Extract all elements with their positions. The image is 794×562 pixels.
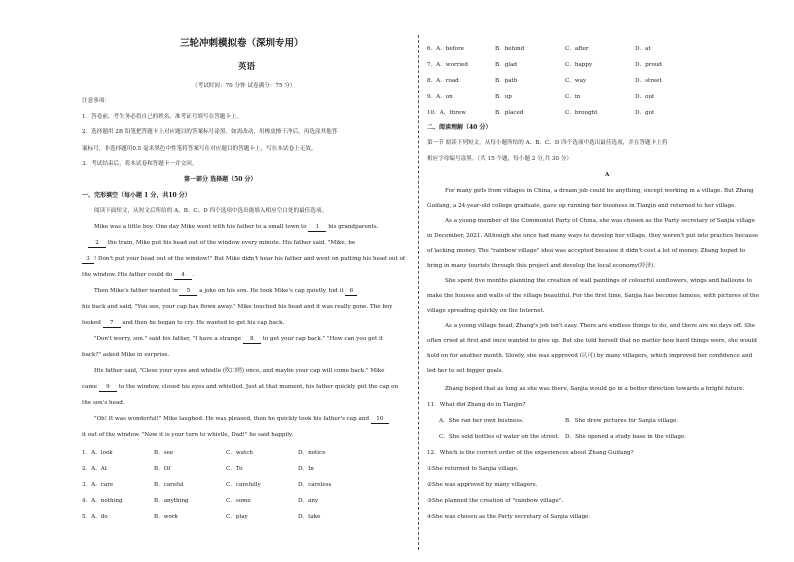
right-column xyxy=(425,0,790,562)
cloze-heading: 一、完形填空（每小题 1 分，共10 分） xyxy=(82,192,191,199)
option[interactable]: C．To xyxy=(226,466,243,472)
blank-10[interactable]: 10 xyxy=(371,416,389,424)
q12-item: ④She was chosen as the Party secretary of Sanjia village. xyxy=(427,514,591,520)
blank-9[interactable]: 9 xyxy=(99,384,117,392)
option[interactable]: 3．A．care xyxy=(82,482,114,488)
option[interactable]: B．anything xyxy=(154,498,189,504)
option[interactable]: C．in xyxy=(565,94,581,100)
exam-info: （考试时间：70 分钟 试卷满分：75 分） xyxy=(192,83,296,89)
blank-8[interactable]: 8 xyxy=(243,336,261,344)
reading-line: in December, 2021. Although she once had many ways to develop her village, they weren't put into practice because xyxy=(427,233,759,239)
question-11: 11．What did Zhang do in Tianjin? xyxy=(427,402,526,408)
option[interactable]: B．path xyxy=(495,78,518,84)
question-12: 12．Which is the correct order of the experiences about Zhang Guifang? xyxy=(427,450,634,456)
option[interactable]: 4．A．nothing xyxy=(82,498,123,504)
option[interactable]: 10．A．threw xyxy=(427,110,466,116)
option[interactable]: D．proud xyxy=(635,62,662,68)
option[interactable]: C．watch xyxy=(226,450,253,456)
exam-title: 三轮冲刺模拟卷（深圳专用） xyxy=(180,38,304,49)
passage-line: 3 ! Don't put your head out of the window!" But Mike didn't hear his father and went on putting his head out of xyxy=(82,256,405,264)
reading-line: often cried at first and once wanted to give up. But she told herself that no matter how hard things were, she would xyxy=(427,338,757,344)
left-column xyxy=(82,0,412,562)
option[interactable]: B．glad xyxy=(495,62,517,68)
note-2-cont: 案标号，非选择题用0.5 毫米黑色中性笔将答案写在对应题目的答题卡上，写在本试卷上无效。 xyxy=(82,146,317,152)
reading-line: of lacking money. The "rainbow village" idea was accepted because it didn't cost a lot of money. Zhang hoped to xyxy=(427,248,746,254)
reading-line: Zhang hoped that as long as she was there, Sanjia would go in a better direction towards a bright future. xyxy=(445,386,745,392)
passage-label: A xyxy=(605,172,610,178)
option[interactable]: B．Of xyxy=(154,466,171,472)
subject-title: 英语 xyxy=(238,62,256,72)
reading-line: hold on for another month. Slowly, she was approved (认可) by many villagers, which improved her confidence and xyxy=(427,353,753,359)
option[interactable]: C．carefully xyxy=(226,482,261,488)
option[interactable]: 8．A．road xyxy=(427,78,459,84)
cloze-instruction: 阅读下面短文，从短文后所给的 A、B、C、D 四个选项中选出能填入相应空白处的最佳选项。 xyxy=(94,208,328,214)
passage-line: his back and said, "You see, your cap has flown away." Mike touched his head and it was really gone. The boy xyxy=(82,304,393,310)
q12-item: ③She planned the creation of "rainbow village". xyxy=(427,498,564,504)
reading-line: Guifang, a 24-year-old college graduate, gave up running her business in Tianjin and returned to her village. xyxy=(427,203,737,209)
blank-3[interactable]: 3 xyxy=(82,256,94,264)
q12-item: ①She returned to Sanjia village. xyxy=(427,466,519,472)
note-2: 2．选择题用 2B 铅笔把答题卡上对应题目的答案标号涂黑。如需改动，用橡皮擦干净后，再选涂其他答 xyxy=(82,129,338,135)
blank-7[interactable]: 7 xyxy=(103,320,121,328)
option[interactable]: D．In xyxy=(298,466,314,472)
q11-option-b[interactable]: B．She drew pictures for Sanjia village. xyxy=(565,418,679,424)
option[interactable]: D．street xyxy=(635,78,662,84)
passage-line: looked 7 and then he began to cry. He wanted to get his cap back. xyxy=(82,320,285,326)
option[interactable]: 6．A．before xyxy=(427,46,465,52)
option[interactable]: C．way xyxy=(565,78,587,84)
passage-line: came 9 to the window, closed his eyes and whistled. Just at that moment, his father quickly put the cap on xyxy=(82,384,399,390)
option[interactable]: C．happy xyxy=(565,62,593,68)
reading-line: make the houses and walls of the village beautiful. For the first time, Sanjia has become famous, with pictures of the xyxy=(427,293,759,299)
passage-line: the son's head. xyxy=(82,400,125,406)
q12-item: ②She was approved by many villagers. xyxy=(427,482,538,488)
option[interactable]: B．up xyxy=(495,94,512,100)
passage-line: 2 the train, Mike put his head out of the window every minute. His father said, "Mike, be xyxy=(88,240,355,248)
option[interactable]: D．any xyxy=(298,498,319,504)
option[interactable]: B．see xyxy=(154,450,174,456)
passage-line: "Don't worry, son." said his father, "I have a strange 8 to get your cap back." "How can you get it xyxy=(94,336,384,342)
option[interactable]: 9．A．on xyxy=(427,94,453,100)
option[interactable]: D．got xyxy=(635,110,655,116)
blank-1[interactable]: 1 xyxy=(308,224,326,232)
option[interactable]: 7．A．worried xyxy=(427,62,468,68)
q11-option-d[interactable]: D．She opened a study base in the village. xyxy=(565,434,687,440)
option[interactable]: C．brought xyxy=(565,110,598,116)
column-divider xyxy=(418,35,419,550)
note-3: 3．考试结束后，将本试卷和答题卡一并交回。 xyxy=(82,161,198,167)
option[interactable]: D．notice xyxy=(298,450,326,456)
passage-line: His father said, "Close your eyes and whistle (吹口哨) once, and maybe your cap will come back." Mike xyxy=(94,368,385,374)
reading-instruction-1: 第一节 阅读下列短文，从每小题所给的 A、B、C、D 四个选项中选出最佳选项，并在答题卡上将 xyxy=(427,140,668,146)
passage-line: "Oh! It was wonderful!" Mike laughed. He was pleased, then he quickly took his father's cap and 10 xyxy=(94,416,389,424)
option[interactable]: C．after xyxy=(565,46,589,52)
q11-option-a[interactable]: A．She ran her own business. xyxy=(439,418,524,424)
reading-instruction-2: 相应字母编号涂黑。（共 15 个题，每小题 2 分,共 30 分） xyxy=(427,156,572,162)
passage-line: the window. His father could do 4 . xyxy=(82,272,194,278)
option[interactable]: B．careful xyxy=(154,482,184,488)
notes-heading: 注意事项： xyxy=(82,98,110,104)
reading-line: bring in many tourists through this project and develop the local economy(经济). xyxy=(427,263,656,269)
reading-line: For many girls from villages in China, a dream job could be anything, except working in a village. But Zhang xyxy=(445,188,754,194)
reading-line: village spreading quickly on the Internet. xyxy=(427,308,545,314)
option[interactable]: 1．A．look xyxy=(82,450,113,456)
blank-4[interactable]: 4 xyxy=(174,272,192,280)
reading-line: led her to set bigger goals. xyxy=(427,368,504,374)
note-1: 1．答卷前，考生务必将自己的姓名、准考证号填写在答题卡上。 xyxy=(82,114,243,120)
option[interactable]: C．play xyxy=(226,514,248,520)
passage-line: it out of the window. "Now it is your turn to whistle, Dad!" he said happily. xyxy=(82,432,294,438)
option[interactable]: 2．A．At xyxy=(82,466,107,472)
reading-heading: 二、阅读理解（40 分） xyxy=(427,124,492,131)
option[interactable]: B．work xyxy=(154,514,178,520)
option[interactable]: D．take xyxy=(298,514,321,520)
passage-line: Mike was a little boy. One day Mike went with his father to a small town to 1 his grandparents. xyxy=(94,224,379,230)
option[interactable]: D．careless xyxy=(298,482,332,488)
q11-option-c[interactable]: C．She sold bottles of water on the street. xyxy=(439,434,560,440)
blank-2[interactable]: 2 xyxy=(88,240,106,248)
option[interactable]: D．out xyxy=(635,94,655,100)
blank-5[interactable]: 5 xyxy=(179,288,197,296)
option[interactable]: D．at xyxy=(635,46,651,52)
option[interactable]: B．placed xyxy=(495,110,524,116)
part1-heading: 第一部分 选择题（50 分） xyxy=(184,176,257,183)
reading-line: As a young member of the Communist Party of China, she was chosen as the Party secretary of Sanjia village xyxy=(445,218,756,224)
passage-line: back?" asked Mike in surprise. xyxy=(82,352,170,358)
blank-6[interactable]: 6 xyxy=(345,288,357,296)
reading-line: She spent five months planning the creation of wall paintings of colourful sunflowers, wings and balloons to xyxy=(445,278,752,284)
passage-line: Then Mike's father wanted to 5 a joke on his son. He took Mike's cap quietly, hid it 6 xyxy=(94,288,357,296)
option[interactable]: 5．A．do xyxy=(82,514,108,520)
option[interactable]: C．some xyxy=(226,498,251,504)
option[interactable]: B．behind xyxy=(495,46,525,52)
reading-line: As a young village head, Zhang's job isn't easy. There are endless things to do, and there are no days off. She xyxy=(445,323,755,329)
